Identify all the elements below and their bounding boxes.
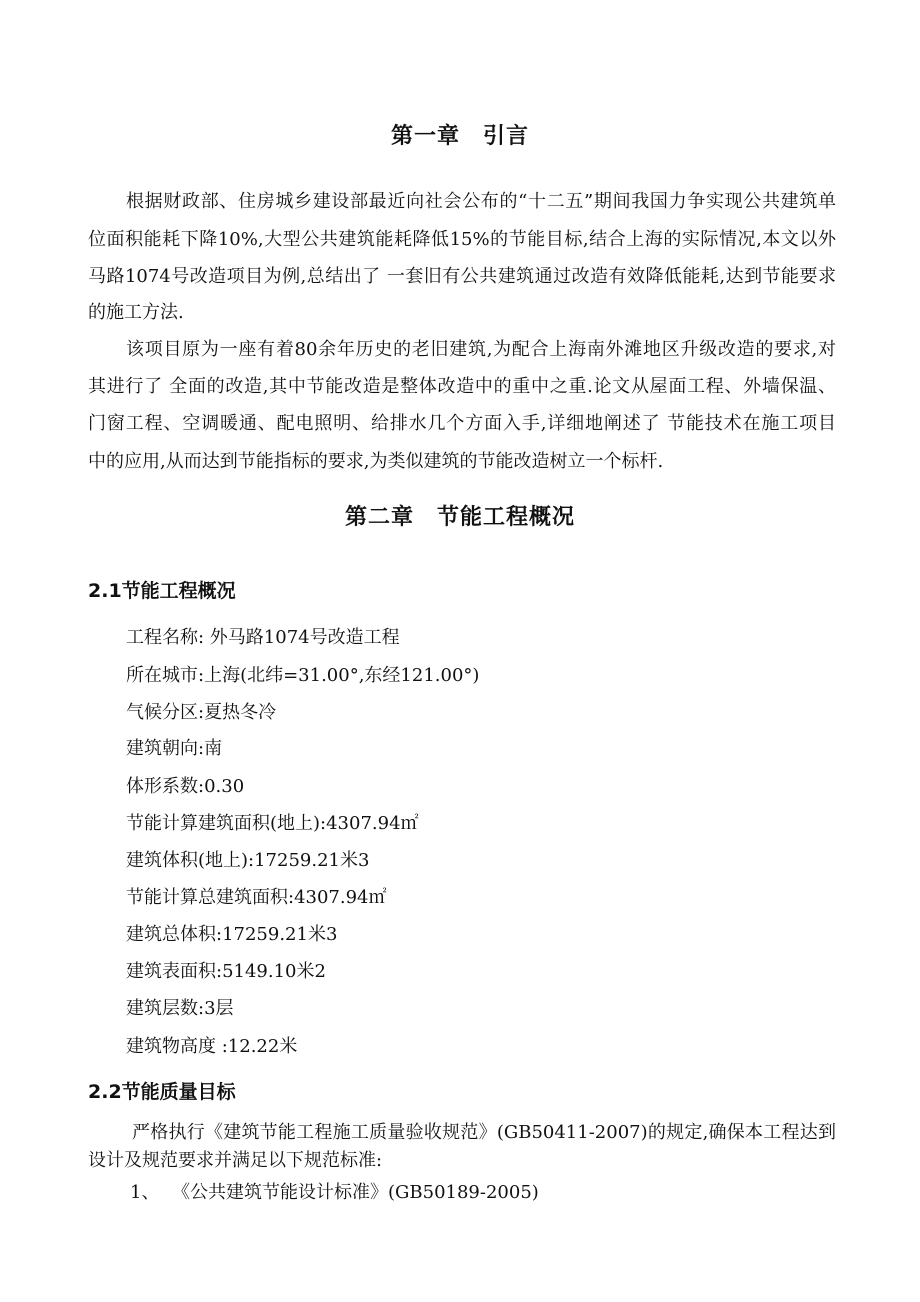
paragraph-line: 设计及规范要求并满足以下规范标准: (88, 1150, 383, 1171)
paragraph-line: 位面积能耗下降10%,大型公共建筑能耗降低15%的节能目标,结合上海的实际情况,本文以外 (88, 229, 836, 250)
paragraph-line: 严格执行《建筑节能工程施工质量验收规范》(GB50411-2007)的规定,确保本工程达到 (132, 1122, 836, 1143)
project-info-item: 体形系数:0.30 (126, 776, 245, 797)
project-info-item: 节能计算建筑面积(地上):4307.94㎡ (126, 813, 419, 834)
project-info-item: 气候分区:夏热冬冷 (126, 702, 277, 723)
project-info-item: 建筑层数:3层 (126, 998, 234, 1019)
project-info-item: 节能计算总建筑面积:4307.94㎡ (126, 887, 387, 908)
project-info-item: 所在城市:上海(北纬=31.00°,东经121.00°) (126, 665, 480, 686)
project-info-item: 建筑总体积:17259.21米3 (126, 924, 338, 945)
chapter-1-title: 第一章 引言 (390, 124, 529, 149)
standard-title: 《公共建筑节能设计标准》(GB50189-2005) (172, 1182, 539, 1203)
project-info-item: 建筑朝向:南 (126, 738, 223, 759)
paragraph-line: 该项目原为一座有着80余年历史的老旧建筑,为配合上海南外滩地区升级改造的要求,对 (126, 339, 836, 360)
paragraph-line: 门窗工程、空调暖通、配电照明、给排水几个方面入手,详细地阐述了 节能技术在施工项目 (88, 413, 836, 434)
paragraph-line: 马路1074号改造项目为例,总结出了 一套旧有公共建筑通过改造有效降低能耗,达到节能要求 (88, 266, 836, 287)
paragraph-line: 根据财政部、住房城乡建设部最近向社会公布的“十二五”期间我国力争实现公共建筑单 (126, 191, 836, 212)
paragraph-line: 中的应用,从而达到节能指标的要求,为类似建筑的节能改造树立一个标杆. (88, 451, 664, 472)
chapter-2-title: 第二章 节能工程概况 (344, 505, 575, 530)
paragraph-line: 的施工方法. (88, 302, 184, 323)
paragraph-line: 其进行了 全面的改造,其中节能改造是整体改造中的重中之重.论文从屋面工程、外墙保温、 (88, 376, 836, 397)
project-info-item: 建筑体积(地上):17259.21米3 (126, 850, 370, 871)
project-info-item: 工程名称: 外马路1074号改造工程 (126, 627, 400, 648)
project-info-item: 建筑物高度 :12.22米 (126, 1036, 298, 1057)
section-2-2-heading: 2.2节能质量目标 (88, 1081, 236, 1103)
section-2-1-heading: 2.1节能工程概况 (88, 580, 236, 602)
standard-number: 1、 (130, 1182, 160, 1203)
project-info-item: 建筑表面积:5149.10米2 (126, 961, 326, 982)
